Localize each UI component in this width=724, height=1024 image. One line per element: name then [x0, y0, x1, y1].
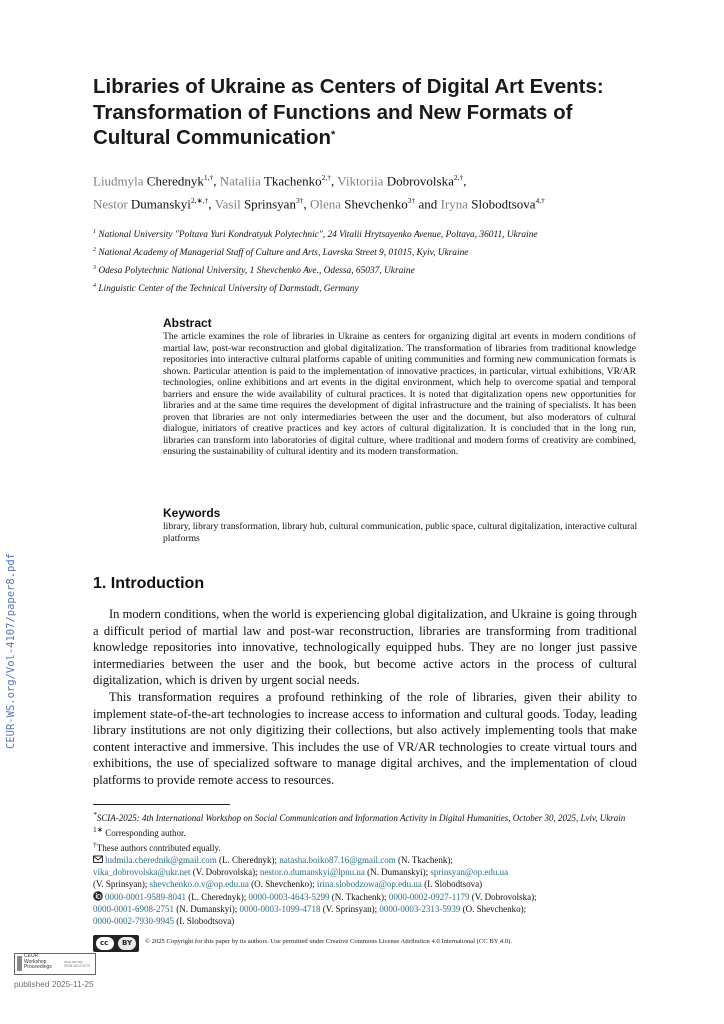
affiliation-number: 4 [93, 283, 96, 290]
author-last-name: Shevchenko [344, 196, 408, 212]
author-first-name: Nestor [93, 196, 128, 212]
author-list [93, 168, 653, 215]
author-separator: and [415, 196, 441, 212]
email-link[interactable]: sprinsyan@op.edu.ua [430, 867, 509, 878]
author-separator: , [463, 173, 467, 189]
orcid-owner: (V. Sprinsyan); [320, 903, 380, 914]
by-badge-label: BY [122, 939, 133, 947]
email-link[interactable]: vika_dobrovolska@ukr.net [93, 867, 191, 878]
equal-footnote [93, 839, 643, 854]
license-line [93, 935, 653, 951]
footnote-rule [93, 804, 230, 805]
sidebar-url-text[interactable]: CEUR-WS.org/Vol-4107/paper8.pdf [5, 553, 17, 749]
title-line-1: Libraries of Ukraine as Centers of Digital Art Events: [93, 75, 604, 98]
author-first-name: Iryna [440, 196, 468, 212]
orcid-link[interactable]: 0000-0002-0927-1179 [388, 891, 470, 902]
email-owner: (V. Dobrovolska); [190, 867, 260, 878]
ceur-logo-line: CEUR [24, 953, 39, 959]
workshop-footnote-text: SCIA-2025: 4th International Workshop on Social Communication and Information Activity in Digital Humanities, October 30, 2025, Lviv, Ukrain [96, 813, 626, 823]
corresponding-text: Corresponding author. [105, 828, 186, 839]
ceur-logo-subline: ISSN 1613-0073 [64, 964, 90, 968]
author-first-name: Liudmyla [93, 173, 144, 189]
affiliation-text: Odesa Polytechnic National University, 1 Shevchenko Ave., Odessa, 65037, Ukraine [98, 266, 415, 277]
keywords-text: library, library transformation, library hub, cultural communication, public space, cultural digitalization, interactive cultural platforms [163, 521, 638, 545]
affiliation-number: 2 [93, 247, 96, 254]
ceur-logo-bar [17, 956, 22, 971]
corresponding-footnote [93, 824, 643, 839]
orcid-link[interactable]: 0000-0001-9589-8041 [105, 891, 186, 902]
orcid-owner: (L. Cherednyk); [186, 891, 249, 902]
keywords-heading: Keywords [163, 506, 221, 520]
email-link[interactable]: irina.slobodzowa@op.edu.ua [316, 879, 422, 890]
affiliation-1 [93, 225, 653, 243]
footnotes [93, 809, 643, 927]
orcid-line-2 [93, 903, 643, 915]
author-marks: 2,∗,† [190, 196, 209, 206]
orcid-owner: (V. Dobrovolska); [469, 891, 537, 902]
email-owner: (V. Sprinsyan); [93, 879, 150, 890]
orcid-line-1 [93, 891, 643, 903]
author-separator: , [213, 173, 220, 189]
author-marks: 4,† [535, 196, 545, 206]
footnote-mark: 1∗ [93, 825, 104, 835]
author-first-name: Vasil [214, 196, 241, 212]
body-paragraph: In modern conditions, when the world is experiencing global digitalization, and Ukraine is going through a difficult period of martial law and post-war reconstruction, libraries are transforming from traditional knowledge repositories into innovative, technologically equipped hubs. They are no longer just passive intermediaries between the user and the book, but become active actors in the process of cultural digitalization, which is driven by urgent social needs. [93, 607, 637, 688]
email-line-3 [93, 878, 643, 890]
orcid-link[interactable]: 0000-0003-1099-4718 [239, 903, 321, 914]
published-date: published 2025-11-25 [14, 979, 94, 989]
ceur-logo-line: Workshop [24, 958, 47, 965]
author-separator: , [331, 173, 338, 189]
orcid-link[interactable]: 0000-0003-2313-5939 [379, 903, 461, 914]
email-line-2 [93, 866, 643, 878]
email-owner: (N. Tkachenk); [395, 855, 453, 866]
title-line-2: Transformation of Functions and New Formats of [93, 100, 573, 124]
affiliation-number: 1 [93, 229, 96, 235]
author-marks: 2,† [453, 173, 464, 182]
author-separator: , [208, 196, 215, 212]
body-paragraph: This transformation requires a profound rethinking of the role of libraries, given their ability to implement state-of-the-art technologies to increase access to information and cultural goods. Today, leading library institutions are not only digitizing their collections, but also actively implementing tools that make content interactive and immersive. This includes the use of VR/AR technologies to create virtual tours and exhibitions, the use of specialized software to manage digital archives, and the implementation of cloud platforms to provide remote access to resources. [93, 689, 637, 787]
section-body [93, 606, 637, 789]
author-marks: 3† [295, 196, 304, 206]
orcid-owner: (N. Dumanskyi); [174, 903, 240, 914]
email-line-1 [93, 854, 643, 866]
author-last-name: Dumanskyi [130, 196, 191, 212]
email-owner: (I. Slobodtsova) [421, 879, 483, 890]
affiliation-2 [93, 243, 653, 261]
author-last-name: Tkachenko [263, 173, 322, 189]
orcid-link[interactable]: 0000-0002-7930-9945 [93, 915, 174, 926]
author-marks: 2,† [321, 173, 332, 182]
author-first-name: Nataliia [219, 173, 261, 189]
orcid-line-3 [93, 915, 643, 927]
affiliation-text: Linguistic Center of the Technical University of Darmstadt, Germany [98, 284, 359, 295]
title-line-3-text: Cultural Communication [93, 126, 332, 149]
abstract-heading: Abstract [163, 316, 212, 330]
authors-line-1 [93, 168, 653, 191]
author-first-name: Olena [309, 196, 341, 212]
ceur-logo-label [24, 954, 52, 971]
author-first-name: Viktoriia [337, 173, 384, 189]
orcid-link[interactable]: 0000-0001-6908-2751 [93, 903, 174, 914]
author-last-name: Dobrovolska [386, 173, 454, 189]
ceur-logo-subline: ceur-ws.org [64, 960, 83, 964]
author-last-name: Sprinsyan [243, 196, 296, 212]
abstract-text: The article examines the role of libraries in Ukraine as centers for organizing digital art events in modern conditions of martial law, post-war reconstruction and global digitalization. The transformation of libraries from traditional knowledge repositories into interactive cultural platforms capable of uniting communities and forming new communication formats is shown. Particular attention is paid to the implementation of innovative practices, in particular, virtual exhibitions, VR/AR technologies, online exhibitions and art events in the digital environment, which help to overcome spatial and temporal barriers and ensure the wide availability of cultural practices. It is noted that digitalization opens new opportunities for libraries and at the same time requires the development of digital infrastructure and the training of specialists. It has been proven that libraries are not only intermediaries between the user and the document, but also moderators of cultural dialogue, initiators of creative practices and key actors of cultural digitalization. It is concluded that in the long run, libraries can transform into laboratories of digital culture, where traditional and modern forms of creativity are combined, ensuring the sustainability of cultural identity and its modern transformation. [163, 331, 636, 458]
title-line-3 [93, 125, 653, 151]
author-marks: 3† [407, 196, 416, 206]
author-separator: , [303, 196, 310, 212]
email-owner: (O. Shevchenko); [248, 879, 317, 890]
author-last-name: Cherednyk [146, 173, 204, 189]
email-link[interactable]: ludmila.cherednik@gmail.com [105, 855, 217, 866]
footnote-mark: * [93, 810, 97, 819]
affiliation-4 [93, 279, 653, 297]
affiliation-text: National Academy of Managerial Staff of Culture and Arts, Lavrska Street 9, 01015, Kyiv, Ukraine [98, 248, 469, 259]
equal-text: These authors contributed equally. [96, 843, 221, 854]
cc-by-badge[interactable] [93, 935, 139, 952]
author-last-name: Slobodtsova [471, 196, 536, 212]
email-link[interactable]: shevchenko.o.v@op.edu.ua [149, 879, 249, 890]
email-owner: (N. Dumanskyi); [364, 867, 431, 878]
ceur-logo-sublabel [64, 960, 90, 968]
workshop-footnote [93, 809, 643, 824]
orcid-owner: (O. Shevchenko); [460, 903, 527, 914]
title-footnote-mark: * [331, 129, 336, 141]
footnote-mark: † [93, 840, 97, 850]
orcid-owner: (I. Slobodtsova) [174, 915, 235, 926]
ceur-logo-line: Proceedings [24, 964, 52, 971]
orcid-icon [93, 891, 103, 901]
affiliation-number: 3 [93, 265, 96, 272]
author-marks: 1,† [203, 173, 214, 182]
section-heading: 1. Introduction [93, 575, 205, 592]
affiliation-text: National University "Poltava Yuri Kondratyuk Polytechnic", 24 Vitalii Hrytsayenko Avenue, Poltava, 36011, Ukraine [98, 230, 538, 241]
affiliation-3 [93, 261, 653, 279]
email-owner: (L. Cherednyk); [216, 855, 280, 866]
email-link[interactable]: natasha.boiko87.16@gmail.com [279, 855, 396, 866]
cc-badge-label: cc [100, 939, 109, 947]
ceur-logo [14, 953, 96, 975]
orcid-link[interactable]: 0000-0003-4643-5299 [248, 891, 330, 902]
orcid-owner: (N. Tkachenk); [329, 891, 389, 902]
envelope-icon [93, 854, 103, 864]
license-text: © 2025 Copyright for this paper by its authors. Use permitted under Creative Commons License Attribution 4.0 International (CC BY 4.0). [145, 938, 512, 945]
authors-line-2 [93, 191, 653, 214]
sidebar-url[interactable] [3, 545, 21, 765]
paper-title [93, 74, 653, 151]
email-link[interactable]: nestor.o.dumanskyi@lpnu.ua [259, 867, 365, 878]
affiliations [93, 225, 653, 298]
